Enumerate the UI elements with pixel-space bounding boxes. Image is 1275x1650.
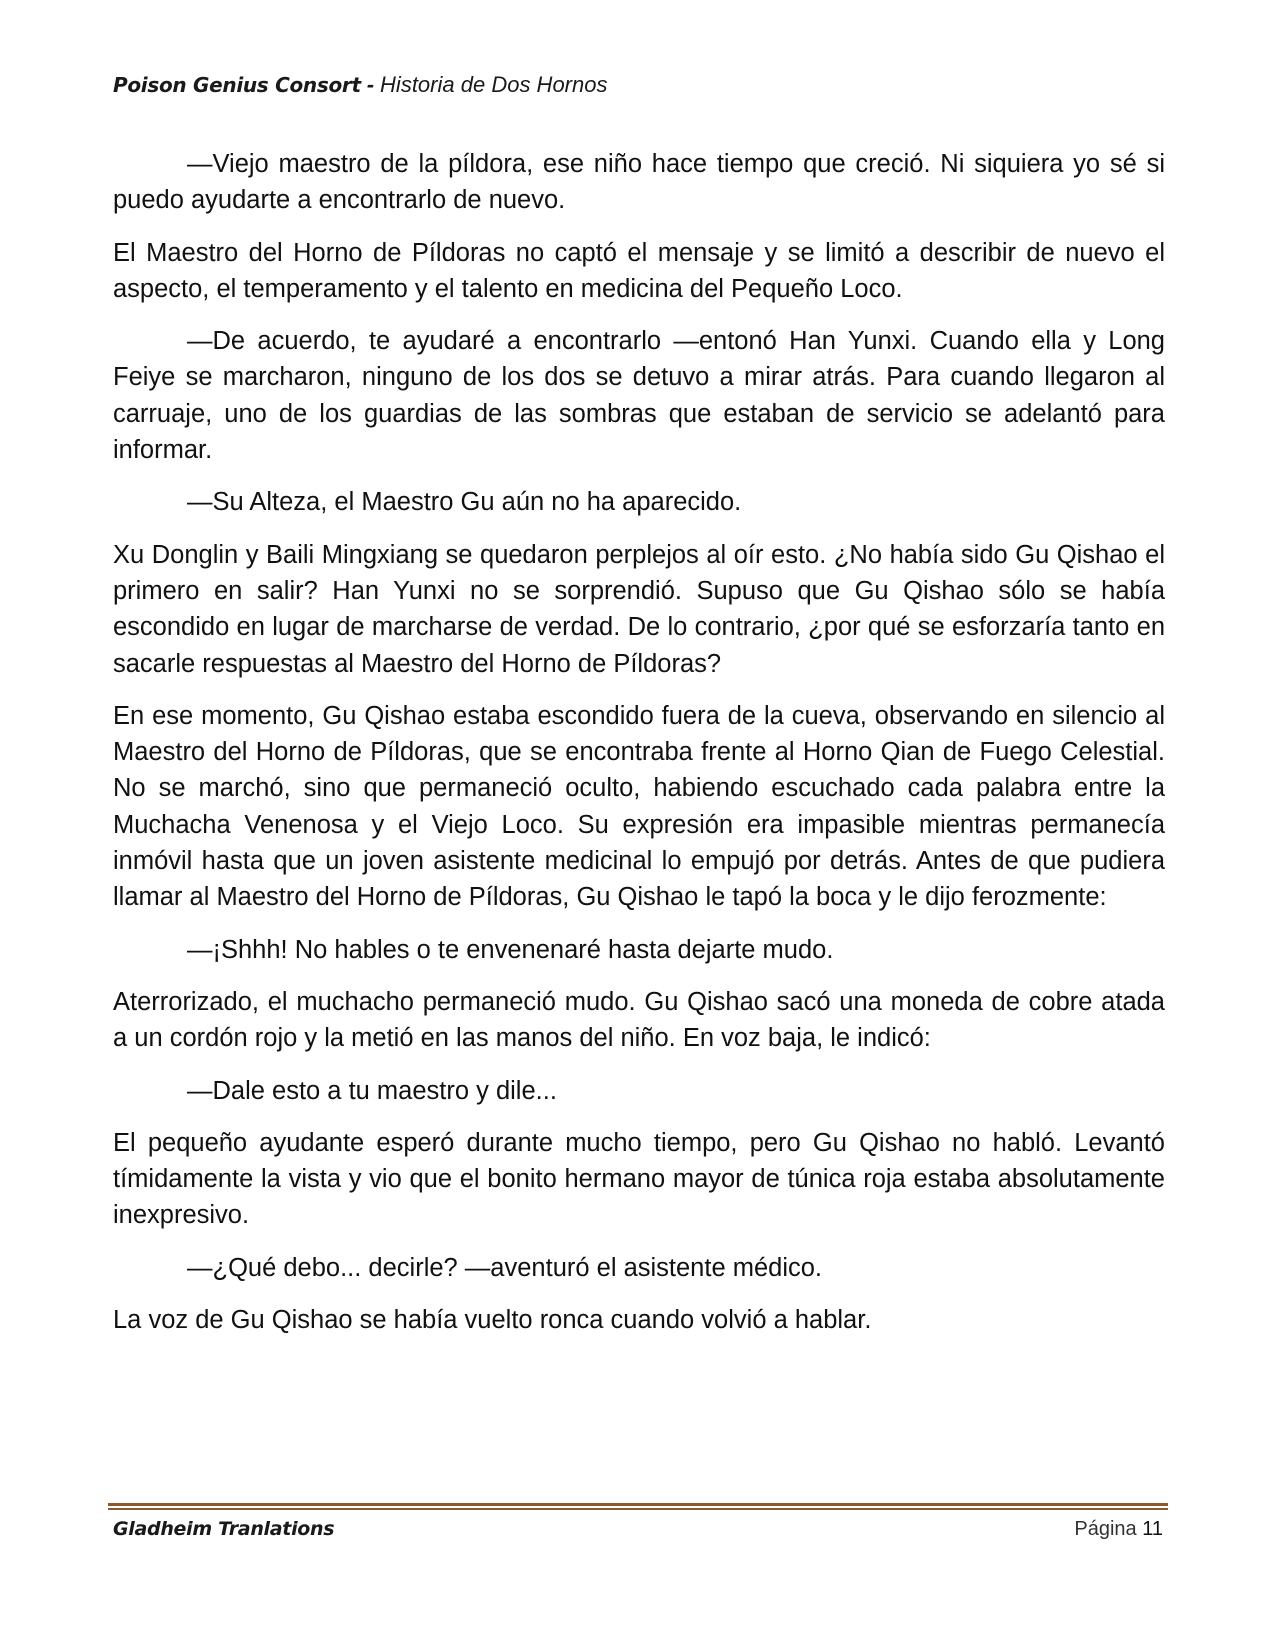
page-number: 11 <box>1142 1518 1163 1540</box>
running-header <box>113 72 607 98</box>
paragraph: —Viejo maestro de la píldora, ese niño hace tiempo que creció. Ni siquiera yo sé si puedo ayudarte a encontrarlo de nuevo. <box>113 150 1165 215</box>
paragraph: El Maestro del Horno de Píldoras no captó el mensaje y se limitó a describir de nuevo el aspecto, el temperamento y el talento en medicina del Pequeño Loco. <box>113 238 1165 303</box>
series-title: Poison Genius Consort <box>113 73 361 97</box>
paragraph: La voz de Gu Qishao se había vuelto ronca cuando volvió a hablar. <box>113 1306 872 1335</box>
page-label: Página <box>1074 1518 1137 1540</box>
paragraph: —Dale esto a tu maestro y dile... <box>187 1076 557 1105</box>
body-text <box>113 146 1165 1354</box>
paragraph: El pequeño ayudante esperó durante mucho tiempo, pero Gu Qishao no habló. Levantó tímidamente la vista y vio que el bonito hermano mayor de túnica roja estaba absolutamente inexpresivo. <box>113 1128 1165 1230</box>
chapter-title: Historia de Dos Hornos <box>380 72 608 97</box>
paragraph: En ese momento, Gu Qishao estaba escondido fuera de la cueva, observando en silencio al Maestro del Horno de Píldoras, que se encontraba frente al Horno Qian de Fuego Celestial. No se marchó, sino que permaneció oculto, habiendo escuchado cada palabra entre la Muchacha Venenosa y el Viejo Loco. Su expresión era impasible mientras permanecía inmóvil hasta que un joven asistente medicinal lo empujó por detrás. Antes de que pudiera llamar al Maestro del Horno de Píldoras, Gu Qishao le tapó la boca y le dijo ferozmente: <box>113 701 1165 912</box>
paragraph: —Su Alteza, el Maestro Gu aún no ha aparecido. <box>187 488 742 517</box>
footer-credit: Gladheim Tranlations <box>113 1518 335 1540</box>
footer-rule <box>108 1503 1168 1510</box>
page-number-label <box>1074 1518 1163 1541</box>
paragraph: —¿Qué debo... decirle? —aventuró el asistente médico. <box>187 1253 822 1282</box>
paragraph: Xu Donglin y Baili Mingxiang se quedaron perplejos al oír esto. ¿No había sido Gu Qishao el primero en salir? Han Yunxi no se sorprendió. Supuso que Gu Qishao sólo se había escondido en lugar de marcharse de verdad. De lo contrario, ¿por qué se esforzaría tanto en sacarle respuestas al Maestro del Horno de Píldoras? <box>113 540 1165 678</box>
header-separator: - <box>366 72 375 97</box>
paragraph: —¡Shhh! No hables o te envenenaré hasta dejarte mudo. <box>187 935 834 964</box>
paragraph: —De acuerdo, te ayudaré a encontrarlo —entonó Han Yunxi. Cuando ella y Long Feiye se marcharon, ninguno de los dos se detuvo a mirar atrás. Para cuando llegaron al carruaje, uno de los guardias de las sombras que estaban de servicio se adelantó para informar. <box>113 327 1165 465</box>
paragraph: Aterrorizado, el muchacho permaneció mudo. Gu Qishao sacó una moneda de cobre atada a un cordón rojo y la metió en las manos del niño. En voz baja, le indicó: <box>113 987 1165 1053</box>
